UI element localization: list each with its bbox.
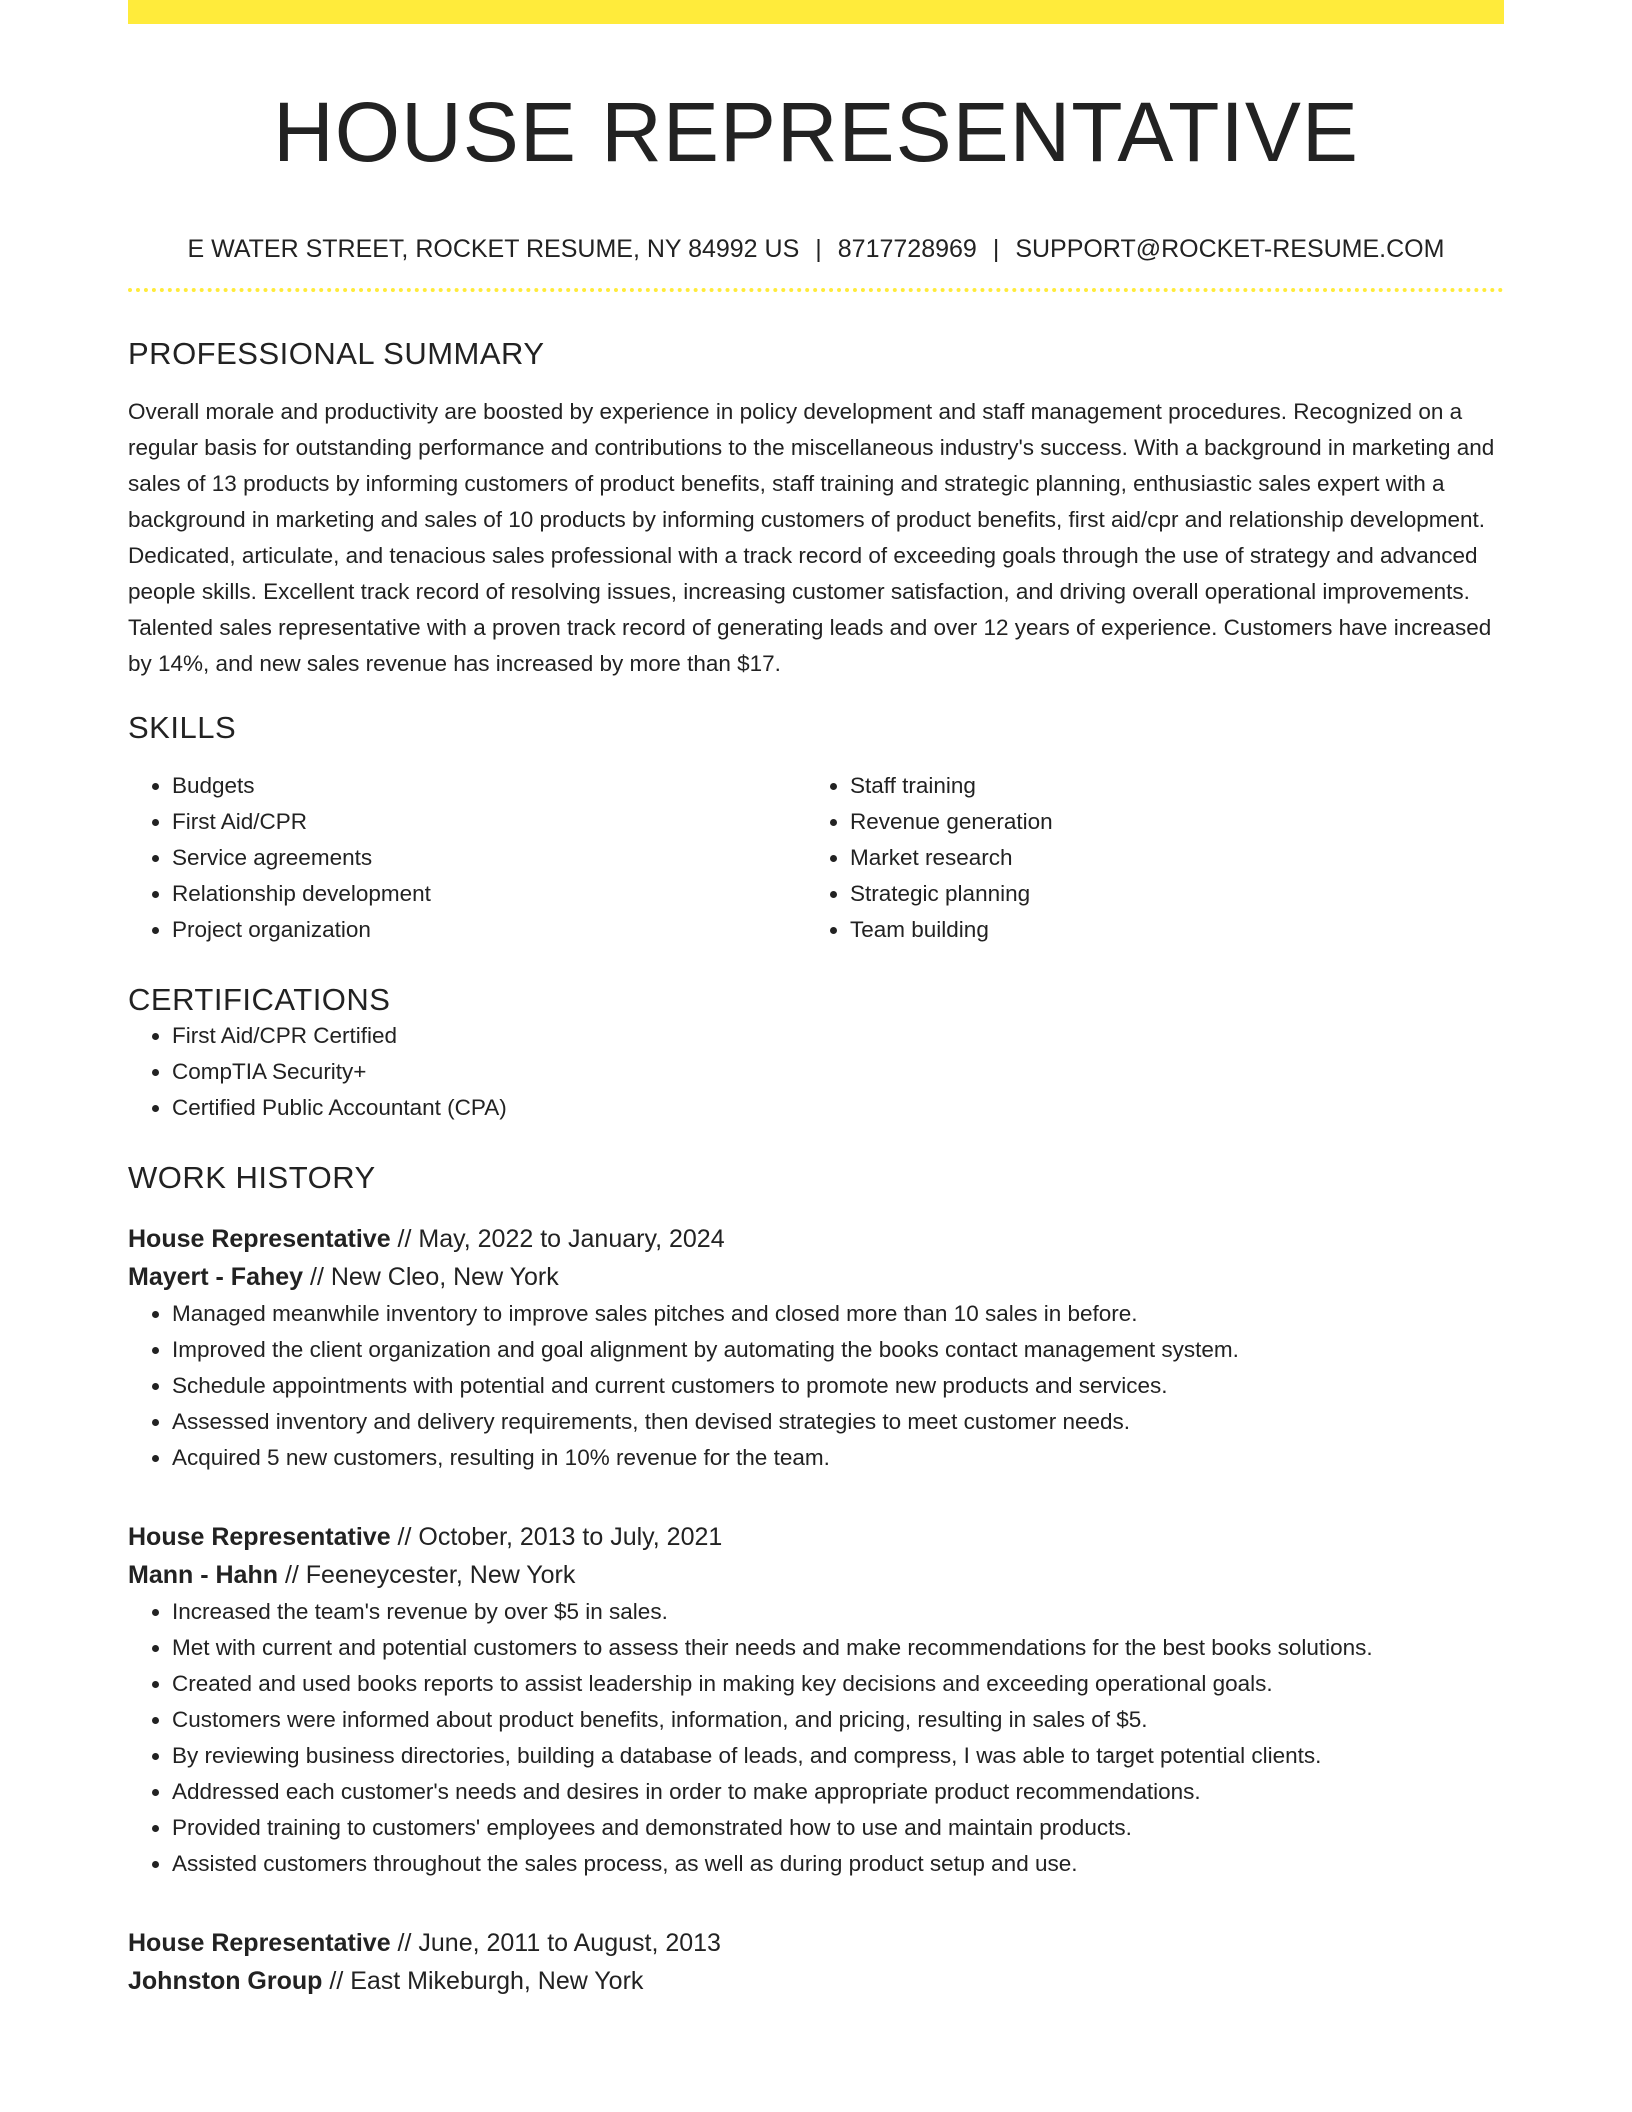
skill-item: • Relationship development xyxy=(172,876,806,912)
job-dates: // June, 2011 to August, 2013 xyxy=(390,1929,721,1957)
job-bullet: • Created and used books reports to assist leadership in making key decisions and exceeding operational goals. xyxy=(172,1666,1504,1702)
contact-phone: 8717728969 xyxy=(837,235,977,263)
job-bullet: • Assessed inventory and delivery requirements, then devised strategies to meet customer needs. xyxy=(172,1404,1504,1440)
summary-text: Overall morale and productivity are boosted by experience in policy development and staff management procedures. Recognized on a regular basis for outstanding performance and contributions to the miscellaneous industry's success. With a background in marketing and sales of 13 products by informing customers of product benefits, staff training and strategic planning, enthusiastic sales expert with a background in marketing and sales of 10 products by informing customers of product benefits, first aid/cpr and relationship development. Dedicated, articulate, and tenacious sales professional with a track record of exceeding goals through the use of strategy and advanced people skills. Excellent track record of resolving issues, increasing customer satisfaction, and driving overall operational improvements. Talented sales representative with a proven track record of generating leads and over 12 years of experience. Customers have increased by 14%, and new sales revenue has increased by more than $17. xyxy=(128,399,1495,676)
contact-line xyxy=(128,234,1504,264)
work-history-heading: WORK HISTORY xyxy=(128,1160,376,1195)
job-location: // New Cleo, New York xyxy=(303,1263,559,1291)
job-company: Johnston Group xyxy=(128,1967,323,1995)
job-entry xyxy=(128,1518,1504,1882)
job-bullet: • Assisted customers throughout the sales process, as well as during product setup and use. xyxy=(172,1846,1504,1882)
job-bullet: • Managed meanwhile inventory to improve sales pitches and closed more than 10 sales in before. xyxy=(172,1296,1504,1332)
certifications-list xyxy=(128,1018,1504,1126)
skills-column-left xyxy=(128,768,806,948)
job-company-line xyxy=(128,1962,1504,2000)
accent-bar xyxy=(128,0,1504,24)
skills-grid xyxy=(128,768,1504,948)
skill-item: • Revenue generation xyxy=(850,804,1484,840)
skills-column-right xyxy=(806,768,1484,948)
job-entry xyxy=(128,1924,1504,2000)
resume-name: HOUSE REPRESENTATIVE xyxy=(273,85,1359,179)
job-company: Mayert - Fahey xyxy=(128,1263,304,1291)
job-title-line xyxy=(128,1518,1504,1556)
job-bullet: • Schedule appointments with potential and current customers to promote new products and services. xyxy=(172,1368,1504,1404)
certification-item: • First Aid/CPR Certified xyxy=(172,1018,1504,1054)
job-bullet: • Acquired 5 new customers, resulting in 10% revenue for the team. xyxy=(172,1440,1504,1476)
skill-item: • Market research xyxy=(850,840,1484,876)
contact-separator: | xyxy=(992,235,1000,263)
job-dates: // May, 2022 to January, 2024 xyxy=(390,1225,725,1253)
dotted-divider xyxy=(128,288,1504,292)
skills-heading: SKILLS xyxy=(128,710,237,745)
job-location: // Feeneycester, New York xyxy=(278,1561,576,1589)
contact-email: SUPPORT@ROCKET-RESUME.COM xyxy=(1015,235,1445,263)
job-entry xyxy=(128,1220,1504,1476)
job-title-line xyxy=(128,1924,1504,1962)
job-company-line xyxy=(128,1258,1504,1296)
skills-list-right xyxy=(806,768,1484,948)
skill-item: • First Aid/CPR xyxy=(172,804,806,840)
job-location: // East Mikeburgh, New York xyxy=(322,1967,644,1995)
job-bullet: • Provided training to customers' employees and demonstrated how to use and maintain products. xyxy=(172,1810,1504,1846)
skills-list-left xyxy=(128,768,806,948)
job-bullet: • Customers were informed about product benefits, information, and pricing, resulting in sales of $5. xyxy=(172,1702,1504,1738)
contact-address: E WATER STREET, ROCKET RESUME, NY 84992 US xyxy=(187,235,800,263)
job-dates: // October, 2013 to July, 2021 xyxy=(390,1523,723,1551)
job-role: House Representative xyxy=(128,1929,391,1957)
skill-item: • Staff training xyxy=(850,768,1484,804)
certification-item: • Certified Public Accountant (CPA) xyxy=(172,1090,1504,1126)
skill-item: • Project organization xyxy=(172,912,806,948)
certifications-heading: CERTIFICATIONS xyxy=(128,982,391,1017)
skill-item: • Service agreements xyxy=(172,840,806,876)
job-company-line xyxy=(128,1556,1504,1594)
job-bullet: • Met with current and potential customers to assess their needs and make recommendations for the best books solutions. xyxy=(172,1630,1504,1666)
job-bullet: • Increased the team's revenue by over $5 in sales. xyxy=(172,1594,1504,1630)
job-bullet: • By reviewing business directories, building a database of leads, and compress, I was able to target potential clients. xyxy=(172,1738,1504,1774)
job-title-line xyxy=(128,1220,1504,1258)
job-bullet-list xyxy=(128,1296,1504,1476)
job-company: Mann - Hahn xyxy=(128,1561,278,1589)
job-role: House Representative xyxy=(128,1225,391,1253)
job-bullet-list xyxy=(128,1594,1504,1882)
resume-page xyxy=(128,0,1504,2000)
certification-item: • CompTIA Security+ xyxy=(172,1054,1504,1090)
summary-heading: PROFESSIONAL SUMMARY xyxy=(128,336,545,371)
contact-separator: | xyxy=(815,235,822,263)
skill-item: • Team building xyxy=(850,912,1484,948)
skill-item: • Budgets xyxy=(172,768,806,804)
skill-item: • Strategic planning xyxy=(850,876,1484,912)
job-role: House Representative xyxy=(128,1523,391,1551)
job-bullet: • Addressed each customer's needs and desires in order to make appropriate product recommendations. xyxy=(172,1774,1504,1810)
job-bullet: • Improved the client organization and goal alignment by automating the books contact management system. xyxy=(172,1332,1504,1368)
